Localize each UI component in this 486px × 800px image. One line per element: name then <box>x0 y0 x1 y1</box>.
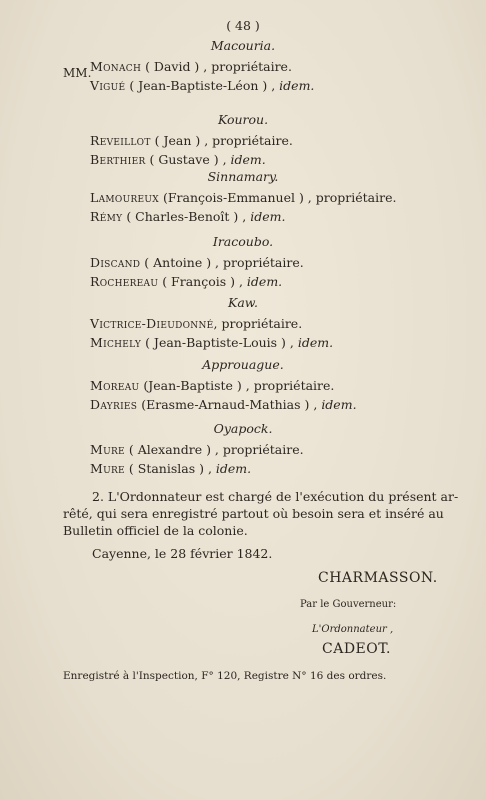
member-surname: Vigué <box>90 78 126 93</box>
district-heading: Oyapock. <box>213 421 273 436</box>
member-role: propriétaire. <box>223 255 304 270</box>
mm-prefix: MM. <box>63 66 92 80</box>
member-firstname: ( Alexandre ) , <box>124 442 223 457</box>
member-entry <box>90 209 285 225</box>
member-surname: Discand <box>90 255 141 270</box>
member-surname: Reveillot <box>90 133 151 148</box>
member-entry <box>90 255 304 271</box>
member-surname: Michely <box>90 335 142 350</box>
member-entry <box>90 190 396 206</box>
signature-governor: CHARMASSON. <box>318 570 438 586</box>
member-firstname: ( Charles-Benoît ) , <box>122 209 251 224</box>
par-le-gouverneur: Par le Gouverneur: <box>300 599 397 610</box>
member-firstname: ( Jean-Baptiste-Louis ) , <box>141 335 298 350</box>
district-heading: Approuague. <box>202 357 284 372</box>
member-surname: Dayries <box>90 397 138 412</box>
member-role: idem. <box>230 152 266 167</box>
member-role: propriétaire. <box>222 442 304 457</box>
member-firstname: , <box>213 316 222 331</box>
member-firstname: ( François ) , <box>158 274 247 289</box>
member-role: idem. <box>297 335 334 350</box>
member-role: propriétaire. <box>315 190 397 205</box>
member-role: idem. <box>321 397 357 412</box>
date-line: Cayenne, le 28 février 1842. <box>92 546 273 561</box>
district-heading: Sinnamary. <box>207 169 279 184</box>
article-line-3: Bulletin officiel de la colonie. <box>63 523 248 538</box>
article-line-2: rêté, qui sera enregistré partout où besoin sera et inséré au <box>63 506 444 521</box>
member-firstname: (Jean-Baptiste ) , <box>139 378 254 393</box>
member-surname: Rochereau <box>90 274 159 289</box>
district-heading: Macouria. <box>210 38 276 53</box>
member-entry <box>90 442 304 458</box>
member-surname: Berthier <box>90 152 146 167</box>
member-role: propriétaire. <box>212 133 293 148</box>
district-heading: Kourou. <box>217 112 269 127</box>
member-surname: Moreau <box>90 378 140 393</box>
article-line-1: 2. L'Ordonnateur est chargé de l'exécution du présent ar- <box>92 489 459 504</box>
member-entry <box>90 59 292 75</box>
district-heading: Kaw. <box>228 295 258 310</box>
ordonnateur-title: L'Ordonnateur , <box>312 624 394 635</box>
signature-ordonnateur: CADEOT. <box>322 641 391 657</box>
member-role: idem. <box>279 78 315 93</box>
member-firstname: ( Antoine ) , <box>140 255 223 270</box>
member-entry <box>90 335 333 351</box>
member-entry <box>90 78 314 94</box>
member-firstname: ( Gustave ) , <box>145 152 231 167</box>
member-firstname: ( David ) , <box>141 59 212 74</box>
member-firstname: ( Jean-Baptiste-Léon ) , <box>125 78 280 93</box>
member-surname: Mure <box>90 461 125 476</box>
member-entry <box>90 397 357 413</box>
member-surname: Monach <box>90 59 142 74</box>
member-firstname: (François-Emmanuel ) , <box>159 190 316 205</box>
district-heading: Iracoubo. <box>212 234 274 249</box>
member-role: propriétaire. <box>221 316 303 331</box>
member-entry <box>90 378 334 394</box>
member-entry <box>90 316 302 332</box>
member-firstname: ( Stanislas ) , <box>124 461 216 476</box>
registration-footer: Enregistré à l'Inspection, F° 120, Registre N° 16 des ordres. <box>63 670 387 682</box>
member-role: propriétaire. <box>211 59 292 74</box>
member-entry <box>90 461 251 477</box>
member-surname: Mure <box>90 442 125 457</box>
member-surname: Lamoureux <box>90 190 160 205</box>
member-role: idem. <box>215 461 252 476</box>
member-role: propriétaire. <box>253 378 335 393</box>
member-surname: Rémy <box>90 209 123 224</box>
member-role: idem. <box>246 274 283 289</box>
member-role: idem. <box>250 209 286 224</box>
member-firstname: ( Jean ) , <box>150 133 213 148</box>
member-entry <box>90 152 266 168</box>
member-entry <box>90 274 282 290</box>
member-firstname: (Erasme-Arnaud-Mathias ) , <box>137 397 322 412</box>
page-number: ( 48 ) <box>226 18 260 33</box>
member-surname: Victrice-Dieudonné <box>90 316 214 331</box>
member-entry <box>90 133 293 149</box>
